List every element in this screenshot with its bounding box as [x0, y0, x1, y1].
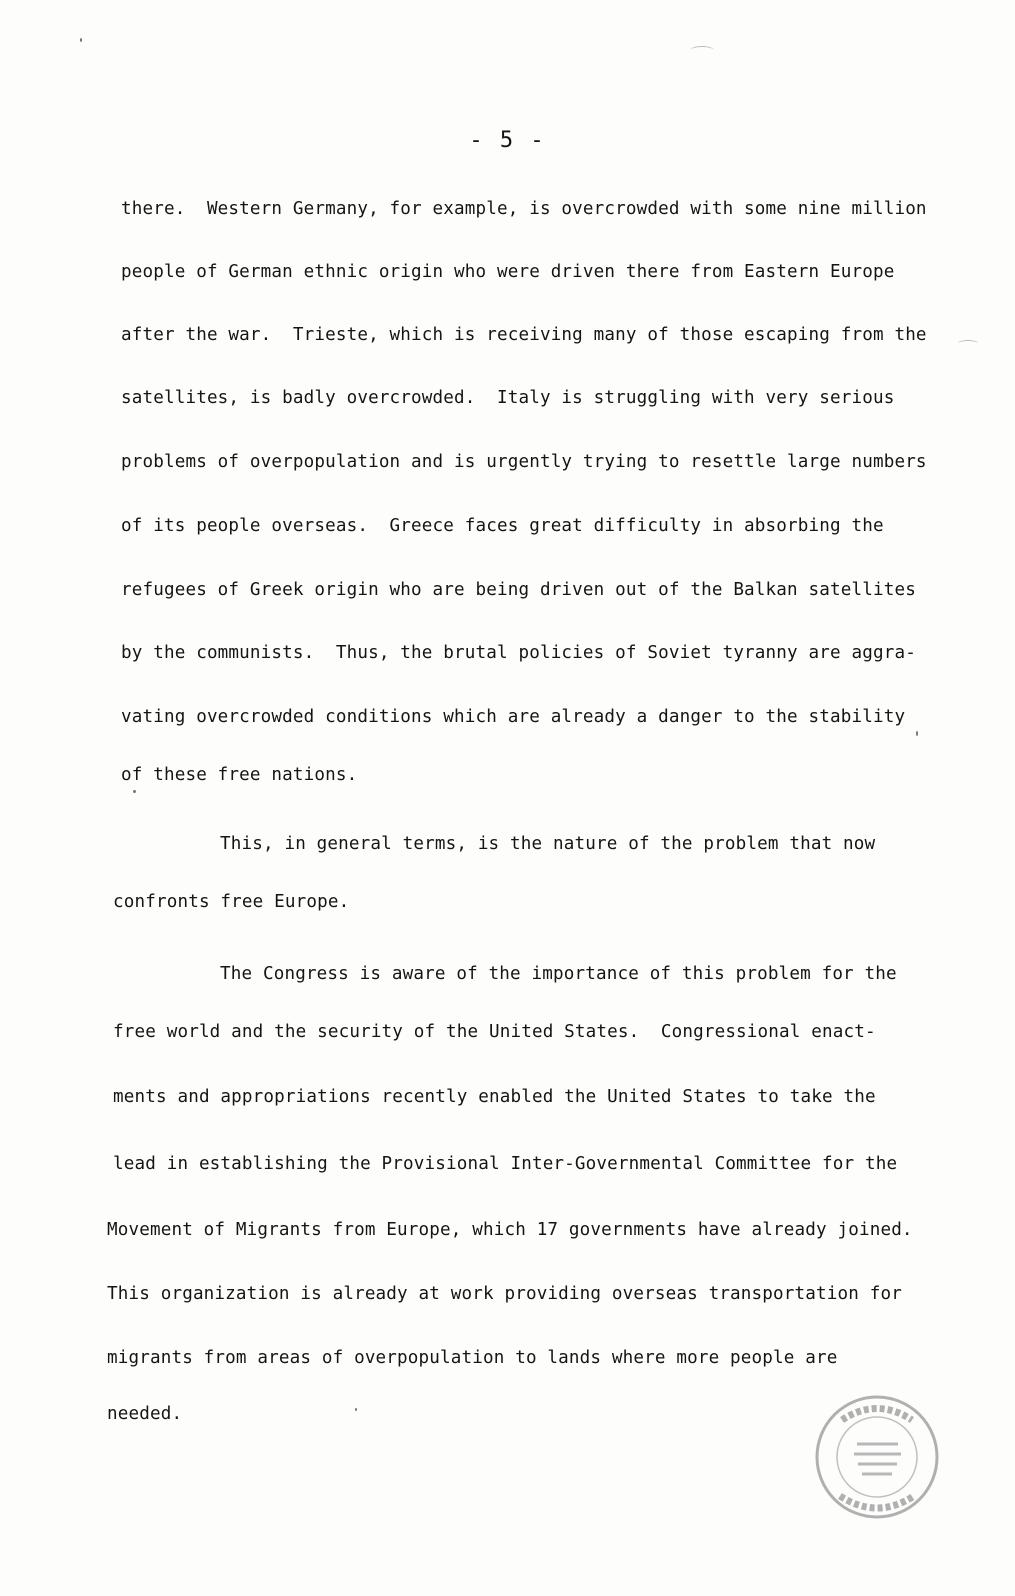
library-stamp — [812, 1392, 942, 1522]
scan-speck — [916, 731, 918, 736]
body-line: there. Western Germany, for example, is overcrowded with some nine million — [121, 199, 927, 219]
body-line: free world and the security of the United States. Congressional enact- — [113, 1022, 876, 1042]
body-line: of these free nations. — [121, 765, 358, 785]
body-line: ments and appropriations recently enabled the United States to take the — [113, 1087, 876, 1107]
body-line: refugees of Greek origin who are being driven out of the Balkan satellites — [121, 580, 916, 600]
body-line: lead in establishing the Provisional Inter-Governmental Committee for the — [113, 1154, 898, 1174]
scan-speck — [133, 790, 136, 793]
body-line: Movement of Migrants from Europe, which 17 governments have already joined. — [107, 1220, 913, 1240]
body-line: needed. — [107, 1404, 183, 1424]
body-line: people of German ethnic origin who were driven there from Eastern Europe — [121, 262, 895, 282]
body-line: vating overcrowded conditions which are already a danger to the stability — [121, 707, 906, 727]
scan-smudge — [690, 46, 714, 55]
body-line: The Congress is aware of the importance of this problem for the — [220, 964, 897, 984]
scan-speck — [355, 1408, 357, 1411]
body-line: by the communists. Thus, the brutal policies of Soviet tyranny are aggra- — [121, 643, 916, 663]
body-line: This organization is already at work providing overseas transportation for — [107, 1284, 902, 1304]
body-line: migrants from areas of overpopulation to lands where more people are — [107, 1348, 838, 1368]
body-line: after the war. Trieste, which is receiving many of those escaping from the — [121, 325, 927, 345]
scan-speck — [80, 38, 82, 42]
scan-smudge — [958, 340, 978, 347]
body-line: satellites, is badly overcrowded. Italy is struggling with very serious — [121, 388, 895, 408]
body-line: This, in general terms, is the nature of the problem that now — [220, 834, 876, 854]
body-line: confronts free Europe. — [113, 892, 350, 912]
body-line: of its people overseas. Greece faces great difficulty in absorbing the — [121, 516, 884, 536]
page-number: - 5 - — [469, 128, 546, 153]
body-line: problems of overpopulation and is urgently trying to resettle large numbers — [121, 452, 927, 472]
